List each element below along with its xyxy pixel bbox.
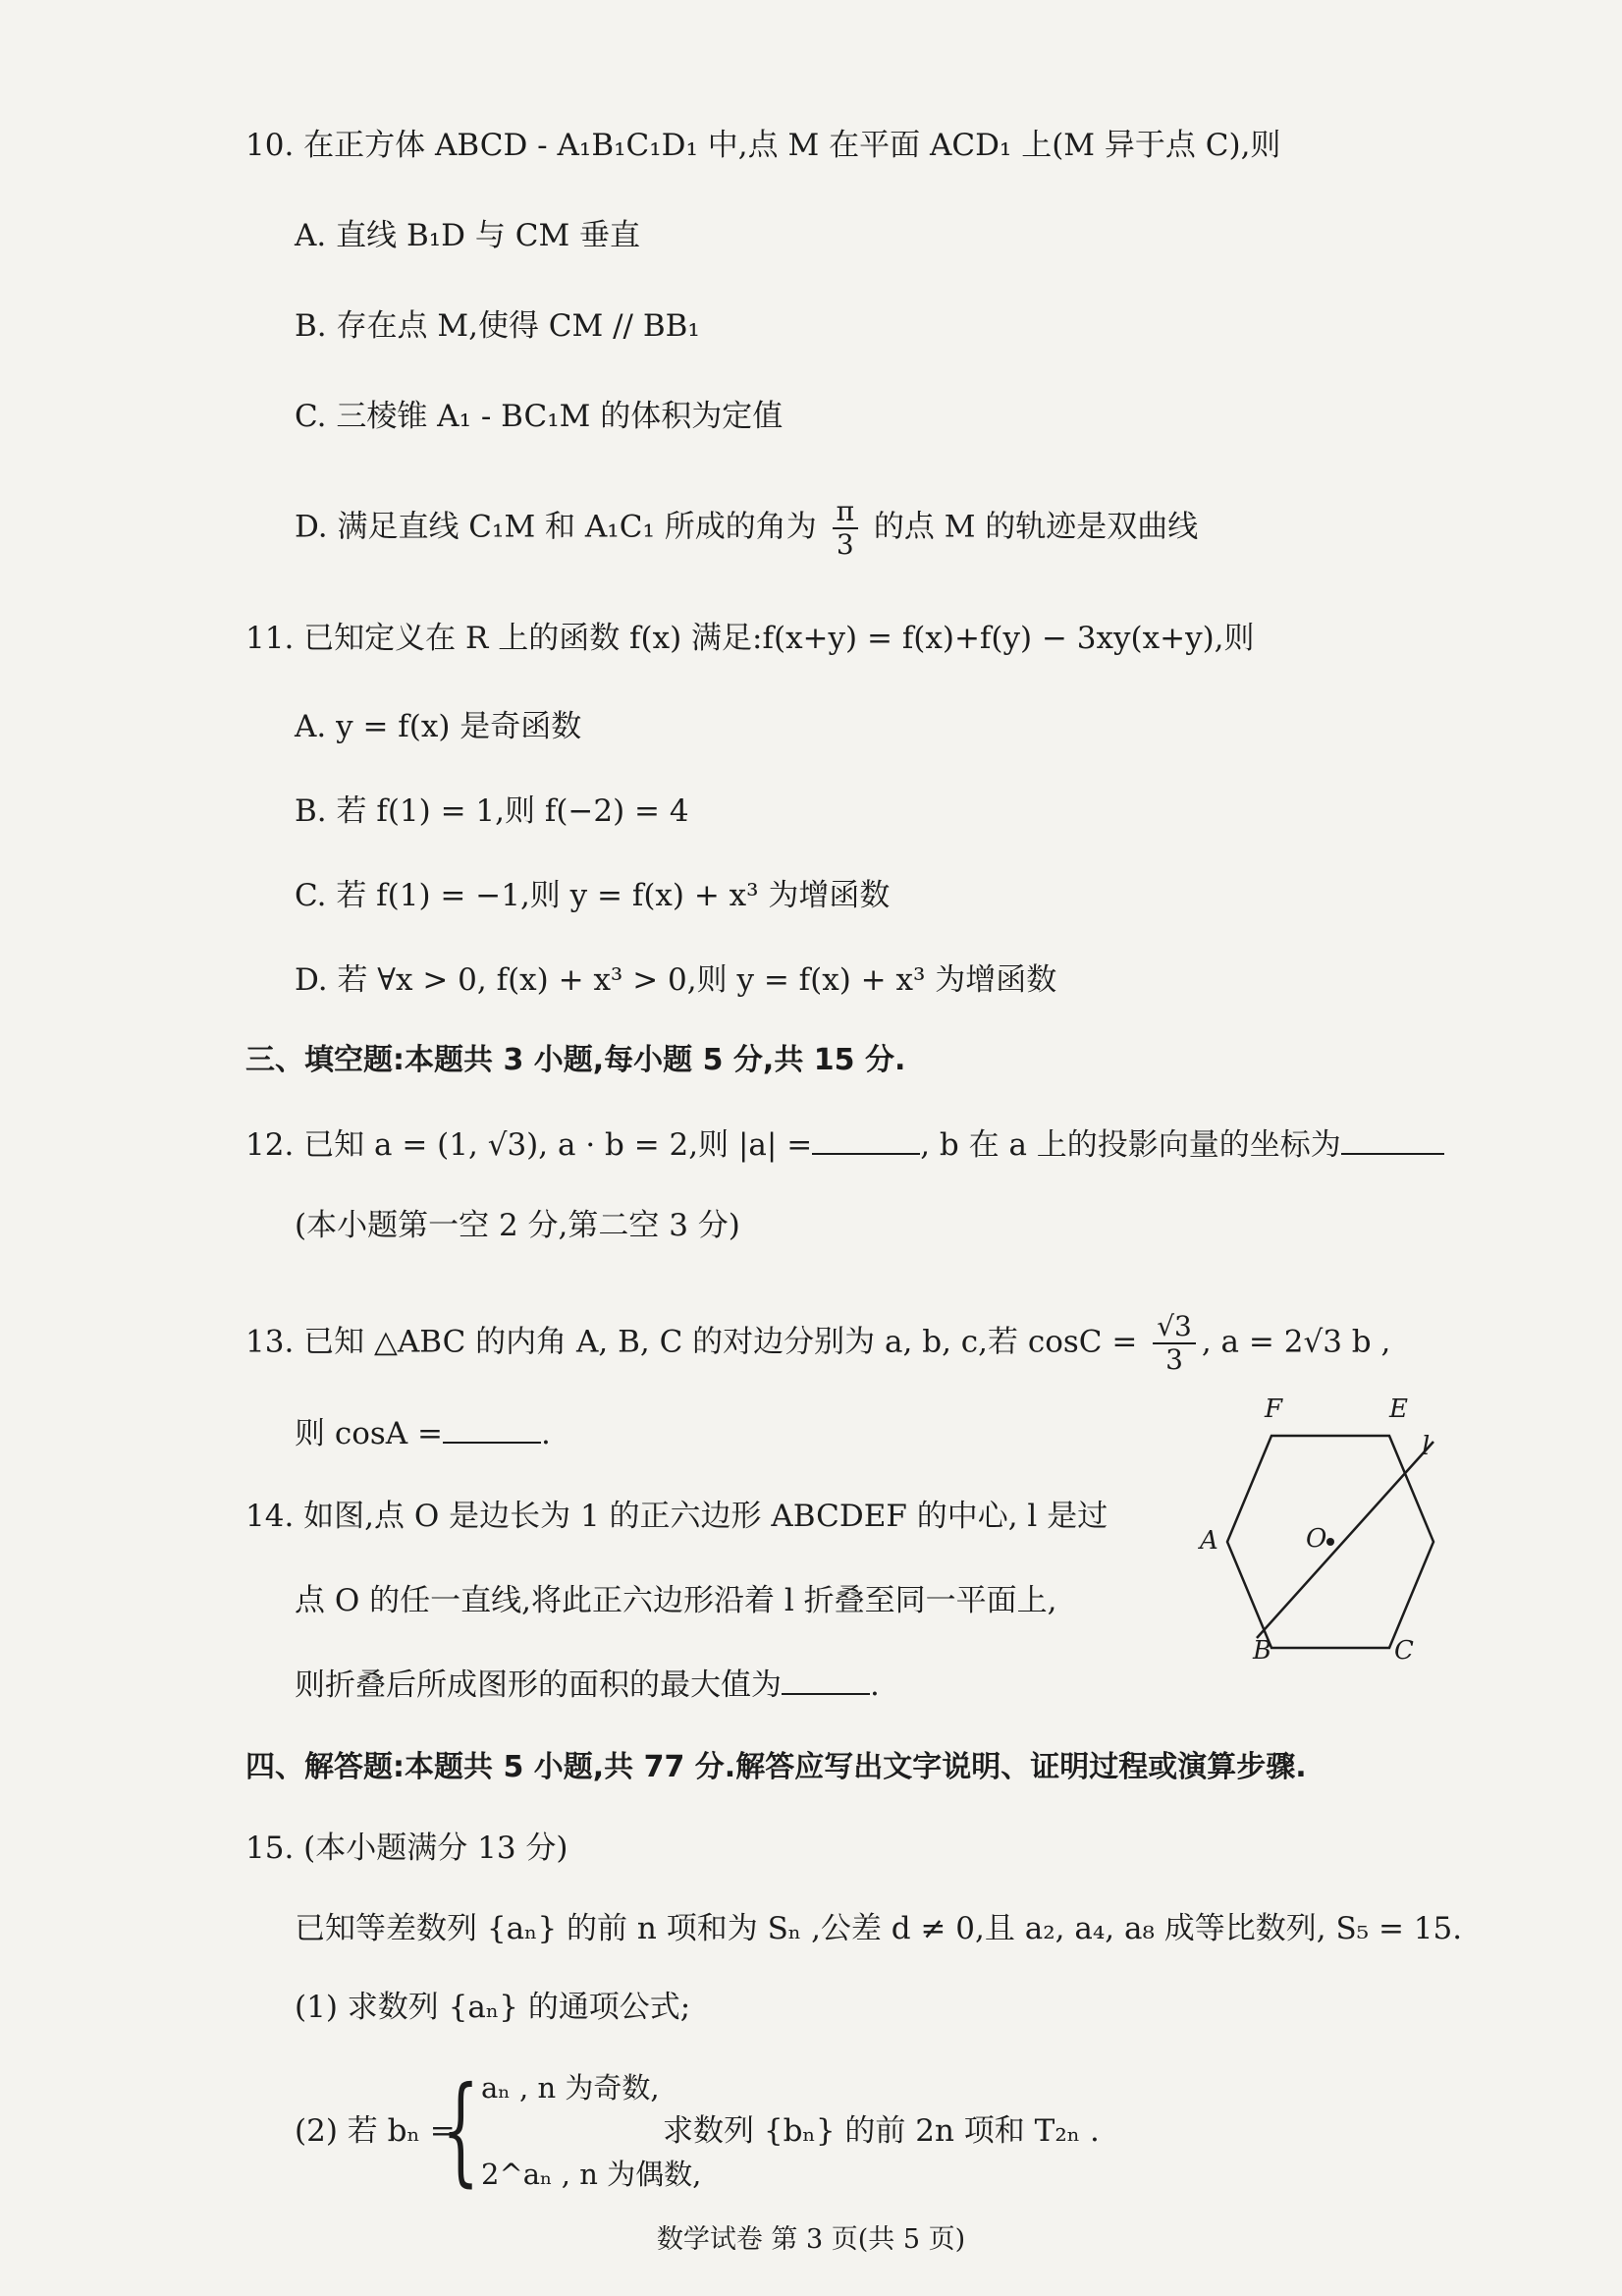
q15-part-2 (295, 2062, 1178, 2200)
q10-stem: 10. 在正方体 ABCD - A₁B₁C₁D₁ 中,点 M 在平面 ACD₁ 上(M 异于点 C),则 (245, 128, 1281, 163)
q15-case-2: 2^aₙ , n 为偶数, (481, 2158, 702, 2191)
q10-option-c: C. 三棱锥 A₁ - BC₁M 的体积为定值 (295, 399, 784, 434)
label-b: B (1253, 1636, 1272, 1666)
q15-part-2-pre: (2) 若 bₙ = (295, 2113, 456, 2149)
label-e: E (1389, 1394, 1408, 1424)
q12-stem (245, 1125, 1444, 1165)
q13-period: . (541, 1416, 551, 1451)
q14-line-3 (295, 1666, 880, 1705)
label-f: F (1265, 1394, 1283, 1424)
q10-option-d-fraction (833, 496, 858, 561)
q13-blank[interactable] (443, 1416, 541, 1444)
q11-option-d: D. 若 ∀x > 0, f(x) + x³ > 0,则 y = f(x) + x³ 为增函数 (295, 962, 1057, 998)
center-point (1326, 1538, 1334, 1546)
q14-period: . (870, 1667, 880, 1703)
q10-option-d-pre: D. 满足直线 C₁M 和 A₁C₁ 所成的角为 (295, 509, 817, 545)
label-o: O (1306, 1524, 1327, 1554)
section-4-heading: 四、解答题:本题共 5 小题,共 77 分.解答应写出文字说明、证明过程或演算步骤. (245, 1750, 1307, 1784)
q12-pre: 12. 已知 a = (1, √3), a · b = 2,则 |a| = (245, 1127, 813, 1163)
q15-part-2-post: 求数列 {bₙ} 的前 2n 项和 T₂ₙ . (663, 2113, 1100, 2149)
q12-blank-1[interactable] (812, 1127, 920, 1155)
q10-option-d (295, 496, 1198, 561)
hexagon-figure (1188, 1394, 1453, 1669)
fraction-numerator: π (833, 496, 858, 529)
q13-line2: 则 cosA = (295, 1416, 444, 1451)
q14-blank[interactable] (782, 1667, 870, 1695)
q13-line-2 (295, 1414, 551, 1453)
q14-line-1: 14. 如图,点 O 是边长为 1 的正六边形 ABCDEF 的中心, l 是过 (245, 1499, 1108, 1534)
q10-option-b: B. 存在点 M,使得 CM // BB₁ (295, 308, 700, 344)
fraction-denominator: 3 (1165, 1343, 1183, 1376)
q10-option-a: A. 直线 B₁D 与 CM 垂直 (295, 218, 641, 253)
q13-post: , a = 2√3 b , (1201, 1324, 1391, 1360)
q15-case-1: aₙ , n 为奇数, (481, 2071, 660, 2105)
page-footer: 数学试卷 第 3 页(共 5 页) (656, 2224, 966, 2255)
q10-option-d-post: 的点 M 的轨迹是双曲线 (873, 509, 1199, 545)
q12-note: (本小题第一空 2 分,第二空 3 分) (295, 1208, 740, 1243)
brace-icon: { (442, 2062, 480, 2199)
label-l: l (1422, 1432, 1431, 1461)
q11-stem: 11. 已知定义在 R 上的函数 f(x) 满足:f(x+y) = f(x)+f(y) − 3xy(x+y),则 (245, 621, 1255, 656)
q12-blank-2[interactable] (1341, 1127, 1444, 1155)
q13-stem (245, 1311, 1390, 1376)
q14-line-2: 点 O 的任一直线,将此正六边形沿着 l 折叠至同一平面上, (295, 1583, 1057, 1618)
q12-mid: , b 在 a 上的投影向量的坐标为 (920, 1127, 1341, 1163)
section-3-heading: 三、填空题:本题共 3 小题,每小题 5 分,共 15 分. (245, 1043, 906, 1077)
q14-line3: 则折叠后所成图形的面积的最大值为 (295, 1667, 782, 1703)
fraction-numerator: √3 (1153, 1311, 1196, 1344)
q11-option-a: A. y = f(x) 是奇函数 (295, 709, 582, 744)
q13-pre: 13. 已知 △ABC 的内角 A, B, C 的对边分别为 a, b, c,若 cosC = (245, 1324, 1138, 1360)
label-c: C (1394, 1636, 1414, 1666)
q13-fraction (1153, 1311, 1196, 1376)
label-a: A (1200, 1526, 1218, 1556)
q11-option-c: C. 若 f(1) = −1,则 y = f(x) + x³ 为增函数 (295, 878, 891, 913)
q15-stem: 已知等差数列 {aₙ} 的前 n 项和为 Sₙ ,公差 d ≠ 0,且 a₂, a₄, a₈ 成等比数列, S₅ = 15. (295, 1911, 1463, 1946)
q11-option-b: B. 若 f(1) = 1,则 f(−2) = 4 (295, 793, 689, 829)
q15-head: 15. (本小题满分 13 分) (245, 1831, 568, 1866)
fraction-denominator: 3 (836, 528, 854, 561)
q15-part-1: (1) 求数列 {aₙ} 的通项公式; (295, 1990, 691, 2025)
